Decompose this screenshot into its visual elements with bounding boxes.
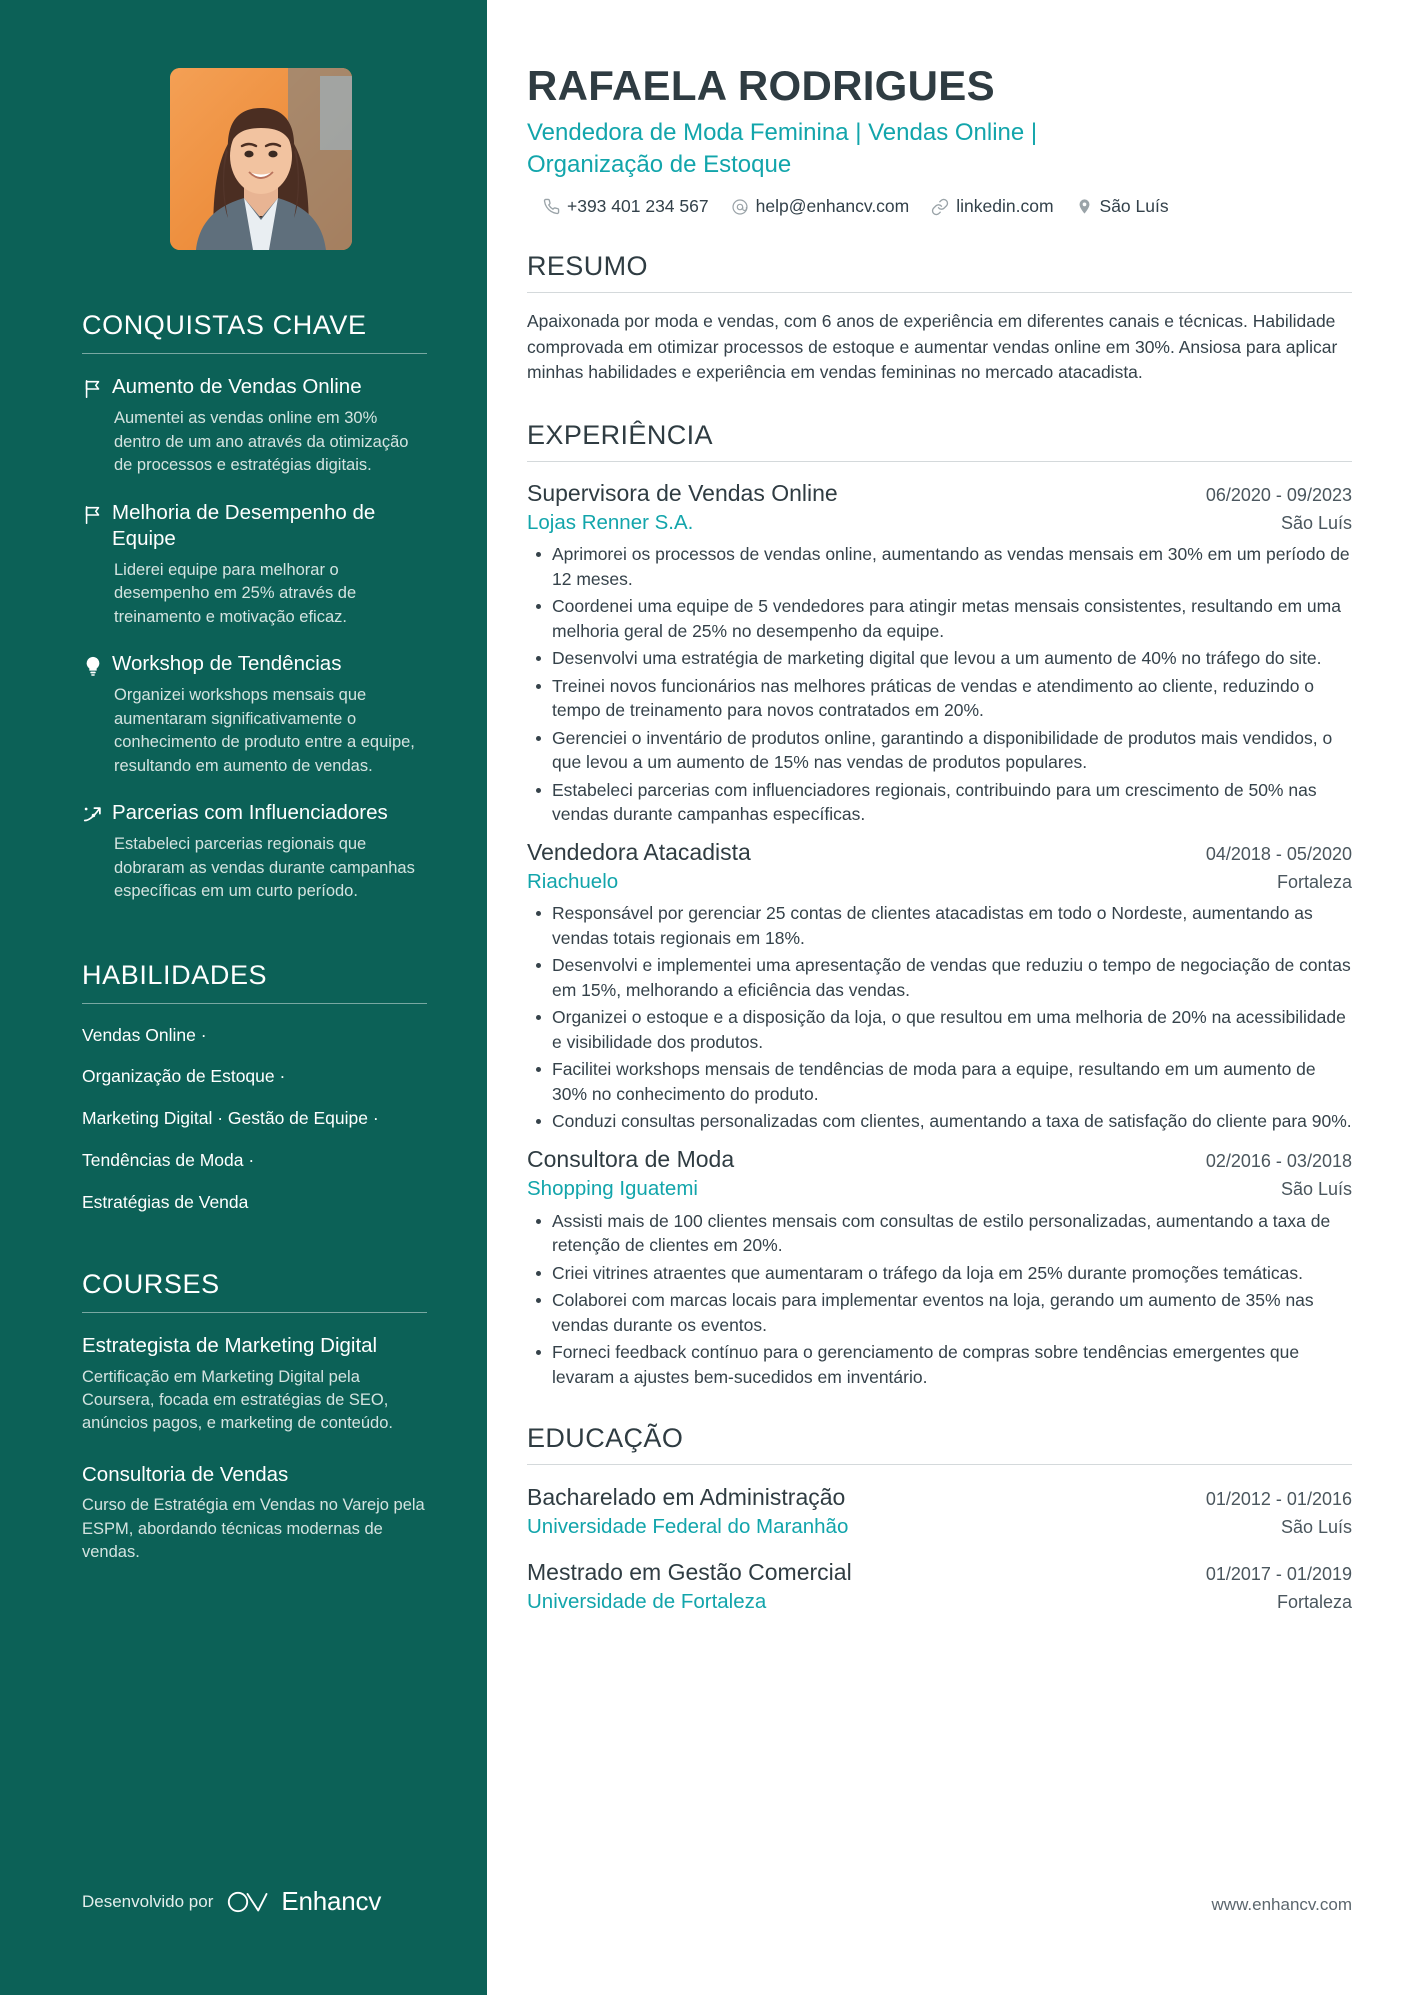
section-courses xyxy=(82,1269,427,1564)
contact-phone-text: +393 401 234 567 xyxy=(567,196,709,217)
job-company: Lojas Renner S.A. xyxy=(527,510,694,534)
summary-text: Apaixonada por moda e vendas, com 6 anos de experiência em diferentes canais e técnicas. Habilidade comprovada em otimizar processos de estoque e aumentar vendas online em 30%. Ansiosa para aplicar minhas habilidades e experiência em vendas femininas no mercado atacadista. xyxy=(527,311,1338,383)
job-date: 06/2020 - 09/2023 xyxy=(1205,484,1352,505)
job-bullet: Assisti mais de 100 clientes mensais com consultas de estilo personalizadas, aumentando a taxa de retenção de clientes em 20%. xyxy=(527,1209,1352,1258)
course-description: Curso de Estratégia em Vendas no Varejo pela ESPM, abordando técnicas modernas de vendas. xyxy=(82,1496,425,1561)
job-company: Shopping Iguatemi xyxy=(527,1177,698,1201)
avatar xyxy=(170,68,352,250)
experience-item xyxy=(527,1144,1352,1389)
achievement-description: Aumentei as vendas online em 30% dentro de um ano através da otimização de processos e estratégias digitais. xyxy=(114,409,409,475)
skill-line: Estratégias de Venda xyxy=(82,1191,249,1212)
divider xyxy=(527,1464,1352,1465)
main-content xyxy=(487,0,1410,1995)
job-bullet: Gerenciei o inventário de produtos online, garantindo a disponibilidade de produtos mais vendidos, o que levou a um aumento de 15% nas vendas de produtos populares. xyxy=(527,726,1352,775)
job-location: São Luís xyxy=(1280,1179,1352,1200)
achievement-item xyxy=(82,800,427,904)
enhancv-logo xyxy=(225,1886,381,1917)
course-title: Estrategista de Marketing Digital xyxy=(82,1334,378,1358)
education-item xyxy=(527,1481,1352,1542)
divider xyxy=(82,1312,427,1313)
sidebar-footer xyxy=(82,1886,381,1917)
contact-phone[interactable] xyxy=(543,196,709,217)
contact-location[interactable] xyxy=(1076,196,1169,217)
divider xyxy=(82,353,427,354)
section-experience xyxy=(527,420,1352,1390)
section-key-achievements xyxy=(82,310,427,904)
job-title: Vendedora Atacadista xyxy=(527,838,751,865)
job-title: Consultora de Moda xyxy=(527,1145,735,1172)
achievement-description: Liderei equipe para melhorar o desempenho em 25% através de treinamento e motivação eficaz. xyxy=(114,560,357,626)
job-bullet: Treinei novos funcionários nas melhores práticas de vendas e atendimento ao cliente, reduzindo o tempo de treinamento para novos contratados em 20%. xyxy=(527,674,1352,723)
job-bullet: Aprimorei os processos de vendas online, aumentando as vendas mensais em 30% em um período de 12 meses. xyxy=(527,542,1352,591)
achievement-description: Organizei workshops mensais que aumentaram significativamente o conhecimento de produto entre a equipe, resultando em aumento de vendas. xyxy=(114,686,415,775)
skill-line: Marketing Digital · Gestão de Equipe · xyxy=(82,1108,379,1129)
profile-photo-icon xyxy=(170,68,352,250)
education-school: Universidade de Fortaleza xyxy=(527,1590,767,1614)
job-location: Fortaleza xyxy=(1276,871,1352,892)
job-date: 02/2016 - 03/2018 xyxy=(1205,1150,1352,1171)
experience-company-row xyxy=(527,509,1352,538)
experience-header-row xyxy=(527,478,1352,509)
skills-list xyxy=(82,1024,427,1214)
achievement-item xyxy=(82,500,427,630)
section-title-education: EDUCAÇÃO xyxy=(527,1423,684,1454)
website-footer: www.enhancv.com xyxy=(1211,1895,1352,1914)
experience-item xyxy=(527,478,1352,827)
course-item xyxy=(82,1462,427,1565)
job-bullet: Colaborei com marcas locais para implementar eventos na loja, gerando um aumento de 35% nas vendas durante os eventos. xyxy=(527,1288,1352,1337)
achievement-title: Aumento de Vendas Online xyxy=(112,375,362,398)
experience-company-row xyxy=(527,1175,1352,1204)
achievement-title: Melhoria de Desempenho de Equipe xyxy=(112,500,376,550)
job-bullets xyxy=(527,901,1352,1134)
lightbulb-icon xyxy=(82,651,112,778)
course-description: Certificação em Marketing Digital pela Coursera, focada em estratégias de SEO, anúncios pagos, e marketing de conteúdo. xyxy=(82,1367,393,1433)
job-headline: Vendedora de Moda Feminina | Vendas Online | Organização de Estoque xyxy=(527,119,1038,178)
contact-location-text: São Luís xyxy=(1099,196,1169,217)
education-header-row xyxy=(527,1556,1352,1588)
job-bullets xyxy=(527,1209,1352,1390)
job-location: São Luís xyxy=(1280,512,1352,533)
achievement-title: Workshop de Tendências xyxy=(112,652,342,676)
experience-item xyxy=(527,837,1352,1134)
job-bullet: Organizei o estoque e a disposição da loja, o que resultou em uma melhoria de 20% na acessibilidade e visibilidade dos produtos. xyxy=(527,1005,1352,1054)
job-bullet: Facilitei workshops mensais de tendências de moda para a equipe, resultando em um aumento de 30% no conhecimento do produto. xyxy=(527,1057,1352,1106)
made-by-label: Desenvolvido por xyxy=(82,1891,214,1911)
contact-row xyxy=(527,196,1352,217)
education-location: São Luís xyxy=(1280,1517,1352,1538)
trend-arrow-icon xyxy=(82,800,112,904)
divider xyxy=(82,1003,427,1004)
contact-email-text: help@enhancv.com xyxy=(755,196,910,217)
job-bullet: Responsável por gerenciar 25 contas de clientes atacadistas em todo o Nordeste, aumentando as vendas totais regionais em 18%. xyxy=(527,901,1352,950)
flag-icon xyxy=(82,500,112,630)
enhancv-wordmark: Enhancv xyxy=(281,1886,382,1916)
education-date: 01/2017 - 01/2019 xyxy=(1205,1564,1352,1585)
contact-link[interactable] xyxy=(931,196,1053,217)
job-bullet: Coordenei uma equipe de 5 vendedores para atingir metas mensais consistentes, resultando em uma melhoria geral de 25% no desempenho da equipe. xyxy=(527,594,1352,643)
achievement-item xyxy=(82,374,427,478)
section-title-skills: HABILIDADES xyxy=(82,959,268,990)
course-item xyxy=(82,1333,427,1436)
email-icon xyxy=(731,198,749,216)
enhancv-mark-icon xyxy=(225,1888,271,1916)
education-header-row xyxy=(527,1481,1352,1513)
job-bullet: Criei vitrines atraentes que aumentaram o tráfego da loja em 25% durante promoções temáticas. xyxy=(527,1261,1352,1286)
section-skills xyxy=(82,960,427,1214)
contact-email[interactable] xyxy=(731,196,910,217)
education-date: 01/2012 - 01/2016 xyxy=(1205,1489,1352,1510)
contact-link-text: linkedin.com xyxy=(956,196,1054,217)
section-title-summary: RESUMO xyxy=(527,251,648,282)
job-bullet: Estabeleci parcerias com influenciadores regionais, contribuindo para um crescimento de 50% nas vendas durante campanhas específicas. xyxy=(527,778,1352,827)
experience-header-row xyxy=(527,1144,1352,1175)
job-bullet: Desenvolvi uma estratégia de marketing digital que levou a um aumento de 40% no tráfego do site. xyxy=(527,646,1352,671)
education-degree: Bacharelado em Administração xyxy=(527,1484,846,1511)
education-location: Fortaleza xyxy=(1276,1592,1352,1613)
achievement-title: Parcerias com Influenciadores xyxy=(112,801,388,825)
section-education xyxy=(527,1423,1352,1617)
job-bullet: Desenvolvi e implementei uma apresentação de vendas que reduziu o tempo de negociação de contas em 15%, melhorando a eficiência das vendas. xyxy=(527,953,1352,1002)
skill-line: Vendas Online · xyxy=(82,1024,207,1045)
education-school-row xyxy=(527,1588,1352,1617)
divider xyxy=(527,292,1352,293)
achievement-item xyxy=(82,651,427,778)
section-title-experience: EXPERIÊNCIA xyxy=(527,419,713,450)
skill-line: Organização de Estoque · xyxy=(82,1066,286,1087)
achievement-description: Estabeleci parcerias regionais que dobraram as vendas durante campanhas específicas em um curto período. xyxy=(114,835,415,901)
experience-header-row xyxy=(527,837,1352,868)
link-icon xyxy=(931,198,949,216)
job-bullet: Forneci feedback contínuo para o gerenciamento de compras sobre tendências emergentes que levaram a ajustes bem-sucedidos em inventário. xyxy=(527,1340,1352,1389)
skill-line: Tendências de Moda · xyxy=(82,1149,255,1170)
job-company: Riachuelo xyxy=(527,869,619,893)
job-bullet: Conduzi consultas personalizadas com clientes, aumentando a taxa de satisfação do cliente para 90%. xyxy=(527,1109,1352,1134)
location-pin-icon xyxy=(1076,198,1093,215)
section-title-key-achievements: CONQUISTAS CHAVE xyxy=(82,310,367,340)
course-title: Consultoria de Vendas xyxy=(82,1462,289,1486)
section-title-courses: COURSES xyxy=(82,1269,220,1300)
job-date: 04/2018 - 05/2020 xyxy=(1205,843,1352,864)
job-bullets xyxy=(527,542,1352,827)
flag-icon xyxy=(82,374,112,478)
education-degree: Mestrado em Gestão Comercial xyxy=(527,1559,852,1586)
education-item xyxy=(527,1556,1352,1617)
phone-icon xyxy=(543,198,560,215)
divider xyxy=(527,461,1352,462)
education-school: Universidade Federal do Maranhão xyxy=(527,1515,849,1539)
section-summary xyxy=(527,251,1352,385)
page-title: RAFAELA RODRIGUES xyxy=(527,62,995,109)
sidebar xyxy=(0,0,487,1995)
job-title: Supervisora de Vendas Online xyxy=(527,479,838,506)
experience-company-row xyxy=(527,868,1352,897)
education-school-row xyxy=(527,1513,1352,1542)
